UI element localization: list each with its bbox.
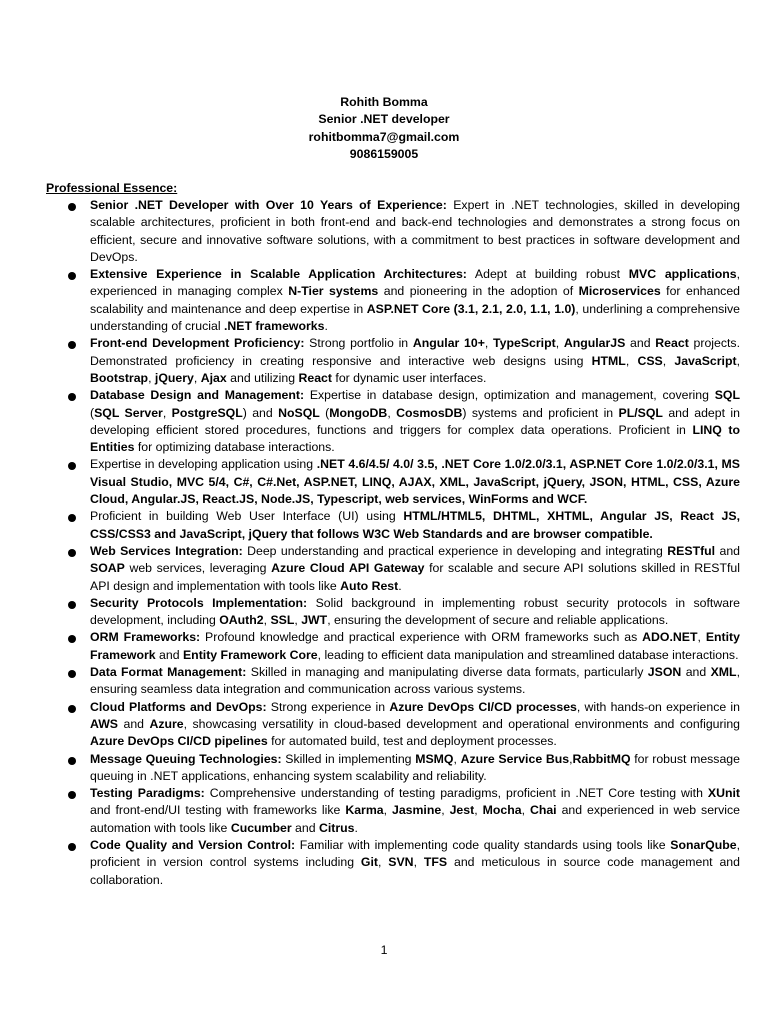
text-run: and: [291, 820, 319, 835]
list-item: [0, 387, 768, 456]
text-run: , experienced in managing complex: [90, 267, 740, 299]
bold-text: RabbitMQ: [572, 751, 631, 766]
list-item: [0, 629, 768, 664]
bold-text: JavaScript: [674, 353, 737, 368]
bold-text: Mocha: [482, 803, 522, 818]
text-run: Expert in .NET technologies, skilled in developing scalable architectures, proficient in both front-end and back-end technologies and demonstrates a strong focus on efficient, secure and innovative software solutions, with a commitment to best practices in software development and DevOps.: [90, 198, 740, 264]
text-run: Strong portfolio in: [304, 336, 413, 351]
bullet-icon: [68, 791, 76, 799]
text-run: ) and: [242, 405, 279, 420]
bold-text: NoSQL: [278, 405, 320, 420]
text-run: .: [398, 578, 402, 593]
text-run: web services, leveraging: [124, 561, 272, 576]
text-run: ,: [484, 336, 494, 351]
list-item: [0, 664, 768, 699]
text-run: ,: [387, 405, 397, 420]
candidate-phone: 9086159005: [349, 146, 419, 161]
bold-text: Azure DevOps CI/CD processes: [389, 699, 577, 714]
list-item-text: [90, 700, 740, 749]
bold-text: Azure Cloud API Gateway: [271, 561, 425, 576]
bullet-icon: [68, 514, 76, 522]
bold-text: Jest: [449, 803, 475, 818]
list-item: [0, 699, 768, 751]
text-run: ,: [736, 353, 740, 368]
bold-text: Cucumber: [230, 820, 292, 835]
bold-text: CSS: [637, 353, 663, 368]
bullet-icon: [68, 272, 76, 280]
text-run: and pioneering in the adoption of: [378, 284, 579, 299]
bold-text: .NET 4.6/4.5/ 4.0/ 3.5, .NET Core 1.0/2.0/3.1, ASP.NET Core 1.0/2.0/3.1, MS Visual Studio, MVC 5/4, C#, C#.Net, ASP.NET, LINQ, AJAX, XML, JavaScript, jQuery, JSON, HTML, CSS, Azure Cloud, Angular.JS, React.JS, Node.JS, Typescript, web services, WinForms and WCF.: [90, 457, 740, 507]
text-run: ,: [569, 751, 573, 766]
list-item-text: [90, 630, 740, 661]
candidate-email: rohitbomma7@gmail.com: [308, 129, 460, 144]
list-item: [0, 785, 768, 837]
bold-text: SVN: [388, 855, 414, 870]
text-run: Strong experience in: [266, 699, 390, 714]
list-item-text: [90, 665, 740, 696]
bold-text: Auto Rest: [340, 578, 399, 593]
text-run: Proficient in building Web User Interface (UI) using: [90, 509, 404, 524]
bold-text: Web Services Integration:: [90, 543, 243, 558]
list-item-text: [90, 544, 740, 593]
text-run: ,: [662, 353, 675, 368]
bold-text: Citrus: [318, 820, 355, 835]
bold-text: ASP.NET Core (3.1, 2.1, 2.0, 1.1, 1.0): [366, 301, 576, 316]
bold-text: Database Design and Management:: [90, 388, 305, 403]
bullet-icon: [68, 601, 76, 609]
bold-text: SOAP: [90, 561, 125, 576]
bold-text: Entity Framework Core: [182, 647, 318, 662]
list-item-text: [90, 267, 740, 333]
text-run: Profound knowledge and practical experience with ORM frameworks such as: [200, 630, 643, 645]
text-run: ,: [162, 405, 172, 420]
text-run: Comprehensive understanding of testing paradigms, proficient in .NET Core testing with: [204, 786, 708, 801]
bold-text: Microservices: [578, 284, 661, 299]
text-run: ,: [294, 613, 302, 628]
bold-text: MongoDB: [329, 405, 388, 420]
text-run: and: [681, 665, 711, 680]
text-run: for robust message queuing in .NET applications, enhancing system scalability and reliability.: [90, 751, 740, 783]
text-run: Adept at building robust: [466, 267, 629, 282]
bold-text: .NET frameworks: [223, 319, 325, 334]
bold-text: LINQ to Entities: [90, 422, 740, 455]
bold-text: JSON: [647, 665, 682, 680]
candidate-name: Rohith Bomma: [340, 95, 428, 109]
bold-text: Cloud Platforms and DevOps:: [90, 699, 267, 714]
text-run: projects. Demonstrated proficiency in creating responsive and interactive web designs using: [90, 336, 740, 368]
professional-essence-list: [0, 197, 768, 889]
bold-text: PL/SQL: [618, 405, 663, 420]
bold-text: Azure: [149, 716, 184, 731]
bullet-icon: [68, 393, 76, 401]
text-run: , ensuring seamless data integration and communication across various systems.: [90, 665, 740, 697]
bold-text: XUnit: [707, 786, 740, 801]
list-item-text: [90, 198, 740, 264]
list-item-text: [90, 596, 740, 627]
text-run: , showcasing versatility in cloud-based development and operational environments and configuring: [183, 716, 741, 731]
text-run: and: [155, 647, 183, 662]
list-item: [0, 456, 768, 508]
bold-text: Testing Paradigms:: [90, 786, 205, 801]
list-item: [0, 837, 768, 889]
bullet-icon: [68, 670, 76, 678]
text-run: ,: [441, 803, 450, 818]
bold-text: Jasmine: [391, 803, 442, 818]
bold-text: AWS: [90, 716, 119, 731]
text-run: and meticulous in source code management and collaboration.: [90, 855, 740, 887]
bold-text: Karma: [345, 803, 384, 818]
text-run: and experienced in web service automation with tools like: [90, 803, 741, 835]
text-run: and: [715, 543, 741, 558]
list-item: [0, 266, 768, 335]
text-run: ,: [453, 751, 461, 766]
bold-text: Bootstrap: [90, 370, 149, 385]
text-run: Skilled in implementing: [281, 751, 416, 766]
text-run: ,: [697, 630, 706, 645]
bullet-icon: [68, 549, 76, 557]
list-item-text: [90, 457, 740, 506]
list-item: [0, 595, 768, 630]
text-run: ,: [377, 855, 389, 870]
bold-text: Azure Service Bus: [460, 751, 570, 766]
bold-text: MVC applications: [628, 267, 737, 282]
bold-text: Extensive Experience in Scalable Application Architectures:: [90, 267, 467, 282]
bold-text: CosmosDB: [396, 405, 463, 420]
bold-text: Security Protocols Implementation:: [90, 595, 308, 610]
list-item-text: [90, 838, 740, 887]
bold-text: Data Format Management:: [90, 665, 247, 680]
bold-text: Front-end Development Proficiency:: [90, 336, 305, 351]
bold-text: HTML/HTML5, DHTML, XHTML, Angular JS, React JS, CSS/CSS3 and JavaScript, jQuery that follows W3C Web Standards and are browser compatible.: [90, 509, 740, 541]
bullet-icon: [68, 203, 76, 211]
text-run: ,: [555, 336, 564, 351]
text-run: for dynamic user interfaces.: [332, 370, 487, 385]
bold-text: HTML: [591, 353, 626, 368]
bold-text: SSL: [270, 613, 295, 628]
bullet-icon: [68, 341, 76, 349]
text-run: , with hands-on experience in: [576, 699, 740, 714]
text-run: ,: [148, 370, 155, 385]
list-item-text: [90, 509, 740, 540]
text-run: , ensuring the development of secure and reliable applications.: [327, 613, 669, 628]
text-run: , proficient in version control systems including: [90, 837, 740, 870]
bold-text: Entity Framework: [90, 630, 740, 662]
list-item: [0, 751, 768, 786]
bold-text: Chai: [529, 803, 557, 818]
bold-text: Angular 10+: [412, 336, 485, 351]
text-run: ) systems and proficient in: [462, 405, 619, 420]
bold-text: OAuth2: [219, 613, 264, 628]
text-run: , underlining a comprehensive understanding of crucial: [90, 301, 740, 334]
text-run: for optimizing database interactions.: [134, 440, 335, 455]
text-run: and utilizing: [226, 370, 299, 385]
bold-text: Senior .NET Developer with Over 10 Years of Experience:: [90, 198, 447, 212]
text-run: and adept in developing efficient stored procedures, functions and triggers for complex data operations. Proficient in: [90, 405, 740, 437]
bold-text: Azure DevOps CI/CD pipelines: [90, 734, 268, 749]
resume-header: [0, 94, 768, 163]
bold-text: AngularJS: [563, 336, 626, 351]
bold-text: Message Queuing Technologies:: [90, 751, 282, 766]
list-item: [0, 335, 768, 387]
text-run: Expertise in database design, optimization and management, covering: [304, 388, 715, 403]
text-run: ,: [521, 803, 530, 818]
bold-text: jQuery: [154, 370, 194, 385]
bold-text: SQL Server: [94, 405, 163, 420]
bold-text: SQL: [714, 388, 740, 403]
bullet-icon: [68, 843, 76, 851]
text-run: and: [118, 716, 150, 731]
bold-text: Code Quality and Version Control:: [90, 837, 296, 852]
bullet-icon: [68, 757, 76, 765]
bold-text: RESTful: [667, 543, 716, 558]
list-item-text: [90, 786, 740, 835]
text-run: for automated build, test and deployment processes.: [267, 734, 557, 749]
candidate-title: Senior .NET developer: [318, 112, 450, 127]
text-run: .: [354, 820, 358, 835]
page-number: 1: [380, 943, 388, 957]
text-run: .: [324, 319, 328, 334]
bold-text: N-Tier systems: [288, 284, 379, 299]
list-item-text: [90, 388, 740, 454]
text-run: and front-end/UI testing with frameworks like: [90, 803, 346, 818]
list-item: [0, 508, 768, 543]
text-run: Skilled in managing and manipulating diverse data formats, particularly: [246, 665, 648, 680]
list-item: [0, 197, 768, 266]
text-run: Familiar with implementing code quality standards using tools like: [295, 837, 671, 852]
bold-text: SonarQube: [670, 837, 737, 852]
text-run: and: [625, 336, 656, 351]
list-item-text: [90, 336, 740, 385]
bold-text: MSMQ: [415, 751, 454, 766]
text-run: ,: [625, 353, 638, 368]
list-item: [0, 543, 768, 595]
text-run: Expertise in developing application using: [90, 457, 317, 472]
bold-text: Git: [360, 855, 378, 870]
list-item-text: [90, 752, 740, 783]
bold-text: ORM Frameworks:: [90, 630, 201, 645]
section-title: Professional Essence:: [46, 181, 178, 195]
text-run: , leading to efficient data manipulation and streamlined database interactions.: [317, 647, 739, 662]
text-run: (: [90, 405, 95, 420]
text-run: ,: [193, 370, 201, 385]
text-run: Deep understanding and practical experience in developing and integrating: [242, 543, 668, 558]
text-run: ,: [474, 803, 483, 818]
text-run: for enhanced scalability and maintenance and deep expertise in: [90, 284, 741, 316]
bullet-icon: [68, 462, 76, 470]
bullet-icon: [68, 635, 76, 643]
bold-text: PostgreSQL: [171, 405, 243, 420]
bold-text: ADO.NET: [642, 630, 698, 645]
bullet-icon: [68, 705, 76, 713]
text-run: (: [319, 405, 330, 420]
bold-text: TFS: [423, 855, 448, 870]
text-run: Solid background in implementing robust security protocols in software development, including: [90, 595, 741, 628]
bold-text: Ajax: [200, 370, 227, 385]
text-run: for scalable and secure API solutions skilled in RESTful API design and implementation with tools like: [90, 561, 740, 593]
text-run: ,: [413, 855, 424, 870]
bold-text: React: [298, 370, 332, 385]
text-run: ,: [383, 803, 392, 818]
bold-text: XML: [710, 665, 737, 680]
bold-text: TypeScript: [493, 336, 556, 351]
bold-text: JWT: [301, 613, 328, 628]
text-run: ,: [263, 613, 271, 628]
bold-text: React: [655, 336, 689, 351]
